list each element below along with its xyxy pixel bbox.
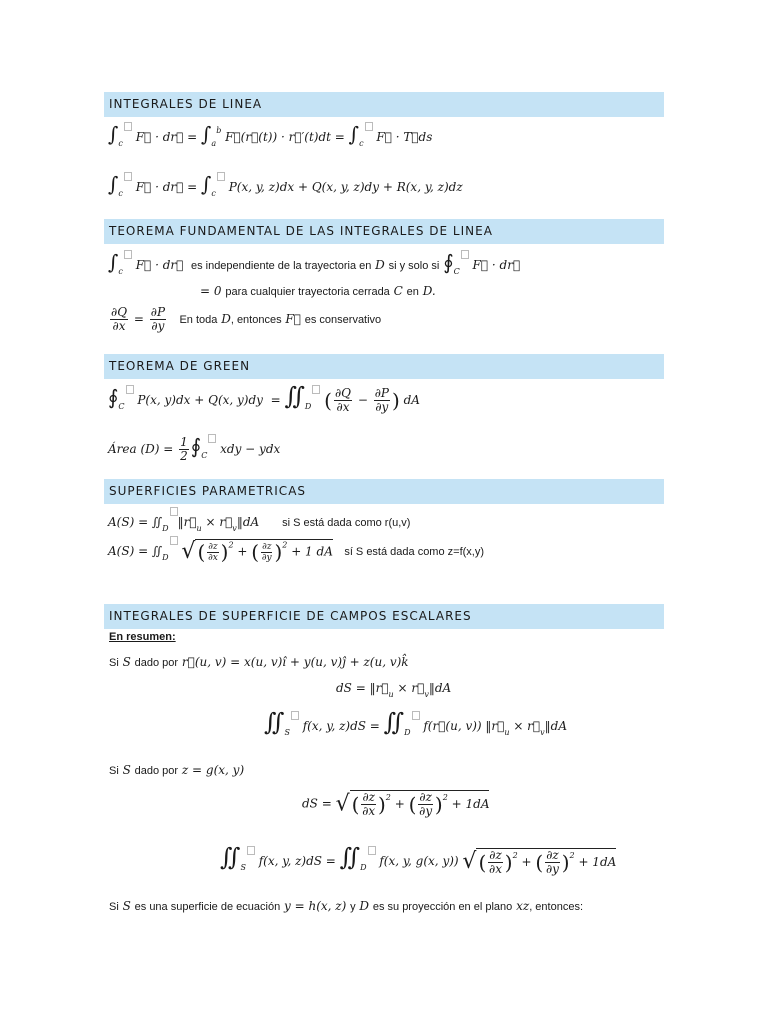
section-header-line-integrals: INTEGRALES DE LINEA	[104, 92, 664, 117]
section-header-fundamental-theorem: TEOREMA FUNDAMENTAL DE LAS INTEGRALES DE LINEA	[104, 219, 664, 244]
section-header-green-theorem: TEOREMA DE GREEN	[104, 354, 664, 379]
cons-text-mid: , entonces	[230, 314, 282, 326]
cons-text-pre: En toda	[179, 314, 218, 326]
last-text-pre: es una superficie de ecuación	[134, 901, 281, 913]
last-text-mid: es su proyección en el plano	[372, 901, 513, 913]
dado-por-text-2: dado por	[134, 765, 179, 777]
formula-surface-integral-explicit: $∬_S$ f(x, y, $z)dS = ∬_D$ f(x, y, g(x, y)) √ ( $\frac{\partial z}{\partial x}$ )$^2$ + ( $\frac{\partial z}{\partial y}$ )$^2$ + 1dA	[220, 843, 617, 876]
section-header-scalar-surface-integrals: INTEGRALES DE SUPERFICIE DE CAMPOS ESCALARES	[104, 604, 664, 629]
formula-line-integral-2: $\int_c$ F⃗ · dr⃗ = $\int_c$ P(x, y, z)dx + Q(x, y, z)dy + R(x, y, z)dz	[108, 172, 463, 198]
fund-text-en: en	[406, 286, 419, 298]
formula-green-area: Área (D) = $\frac{1}{2}$ $∮_C$ xdy − ydx	[108, 434, 281, 463]
si-text-1: Si	[109, 657, 119, 669]
last-text-tail: , entonces:	[529, 901, 584, 913]
formula-ds-parametric: dS = $‖r⃗_u$ × $r⃗_v‖dA$	[336, 681, 452, 699]
formula-surface-area-explicit: $A(S) = ∬_D$ √ ( $\frac{\partial z}{\partial x}$ )$^2$ + ( $\frac{\partial z}{\partial y}$ )$^2$ + 1 dA sí S está dada como z=f(x,y)	[108, 536, 484, 564]
param-cond-2: sí S está dada como z=f(x,y)	[344, 546, 485, 558]
si-text-2: Si	[109, 765, 119, 777]
param-surface-definition: Si S dado por r⃗(u, v) = x(u, v)ı̂ + y(u, v)ȷ̂ + z(u, v)k̂	[109, 655, 409, 669]
conservative-condition: $\frac{\partial Q}{\partial x}$ = $\frac{\partial P}{\partial y}$ En toda D, entonces F⃗ es conservativo	[111, 305, 382, 333]
formula-surface-integral-parametric: $∬_S$ f(x, y, $z)dS = ∬_D$ f(r⃗(u, v)) $‖r⃗_u$ × $r⃗_v‖dA$	[264, 708, 568, 737]
formula-ds-explicit: dS = √ ( $\frac{\partial z}{\partial x}$ )$^2$ + ( $\frac{\partial z}{\partial y}$ )$^2$ + 1dA	[302, 790, 490, 818]
param-cond-1: si S está dada como r(u,v)	[282, 517, 411, 529]
last-text-y: y	[350, 901, 356, 913]
fund-text-tail: si y solo si	[388, 260, 440, 272]
fund-text-line2: para cualquier trayectoria cerrada	[225, 286, 390, 298]
explicit-surface-definition: Si S dado por z = g(x, y)	[109, 763, 245, 777]
si-text-3: Si	[109, 901, 119, 913]
fundamental-theorem-line2: = 0 para cualquier trayectoria cerrada C en D.	[200, 284, 436, 298]
cons-text-tail: es conservativo	[304, 314, 382, 326]
last-surface-definition: Si S es una superficie de ecuación y = h(x, z) y D es su proyección en el plano xz, entonces:	[109, 899, 584, 913]
fund-text-mid: es independiente de la trayectoria en	[190, 260, 372, 272]
section-header-parametric-surfaces: SUPERFICIES PARAMETRICAS	[104, 479, 664, 504]
formula-surface-area-parametric: $A(S) = ∬_D$ $‖r⃗_u$ × $r⃗_v‖dA$ si S está dada como r(u,v)	[108, 507, 410, 533]
formula-green-theorem: $∮_C$ P(x, y)dx + Q(x, $y)dy = ∬_D$ ( $\frac{\partial Q}{\partial x}$ − $\frac{\partial P}{\partial y}$ ) dA	[108, 382, 420, 414]
en-resumen-label: En resumen:	[109, 631, 176, 643]
fundamental-theorem-line1: $\int_c$ F⃗ · dr⃗ es independiente de la trayectoria en D si y solo si $∮_C$ F⃗ · dr⃗	[108, 250, 521, 276]
formula-line-integral-1: $\int_c$ F⃗ · dr⃗ = $\int_a^b$ F⃗(r⃗(t)) · r⃗′(t)dt = $\int_c$ F⃗ · T⃗ds	[108, 122, 433, 148]
dado-por-text-1: dado por	[134, 657, 179, 669]
